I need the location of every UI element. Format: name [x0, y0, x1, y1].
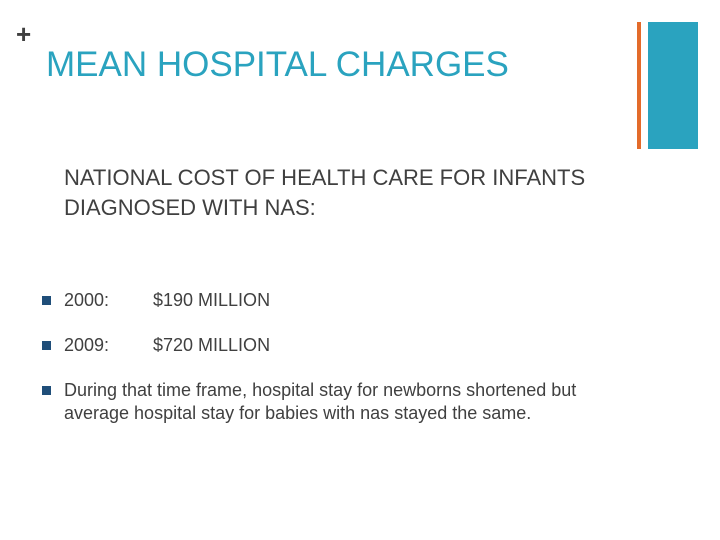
bullet-note-text: During that time frame, hospital stay for newborns shortened but average hospital stay for babies with nas stayed the same. [64, 380, 577, 423]
bullet-item-2000 [42, 289, 642, 312]
orange-accent-bar [637, 22, 641, 149]
bullet-year: 2009: [64, 335, 110, 355]
bullet-square-icon [42, 386, 51, 395]
slide-subtitle: NATIONAL COST OF HEALTH CARE FOR INFANTS DIAGNOSED WITH NAS: [64, 165, 586, 220]
plus-marker: + [16, 19, 32, 49]
bullet-amount: $720 MILLION [153, 335, 271, 355]
bullet-square-icon [42, 341, 51, 350]
slide-title: MEAN HOSPITAL CHARGES [46, 45, 509, 84]
bullet-list [42, 289, 642, 425]
bullet-amount: $190 MILLION [153, 290, 271, 310]
blue-accent-bar [648, 22, 698, 149]
bullet-item-2009 [42, 334, 642, 357]
bullet-square-icon [42, 296, 51, 305]
bullet-year: 2000: [64, 290, 110, 310]
bullet-item-note [42, 379, 642, 425]
